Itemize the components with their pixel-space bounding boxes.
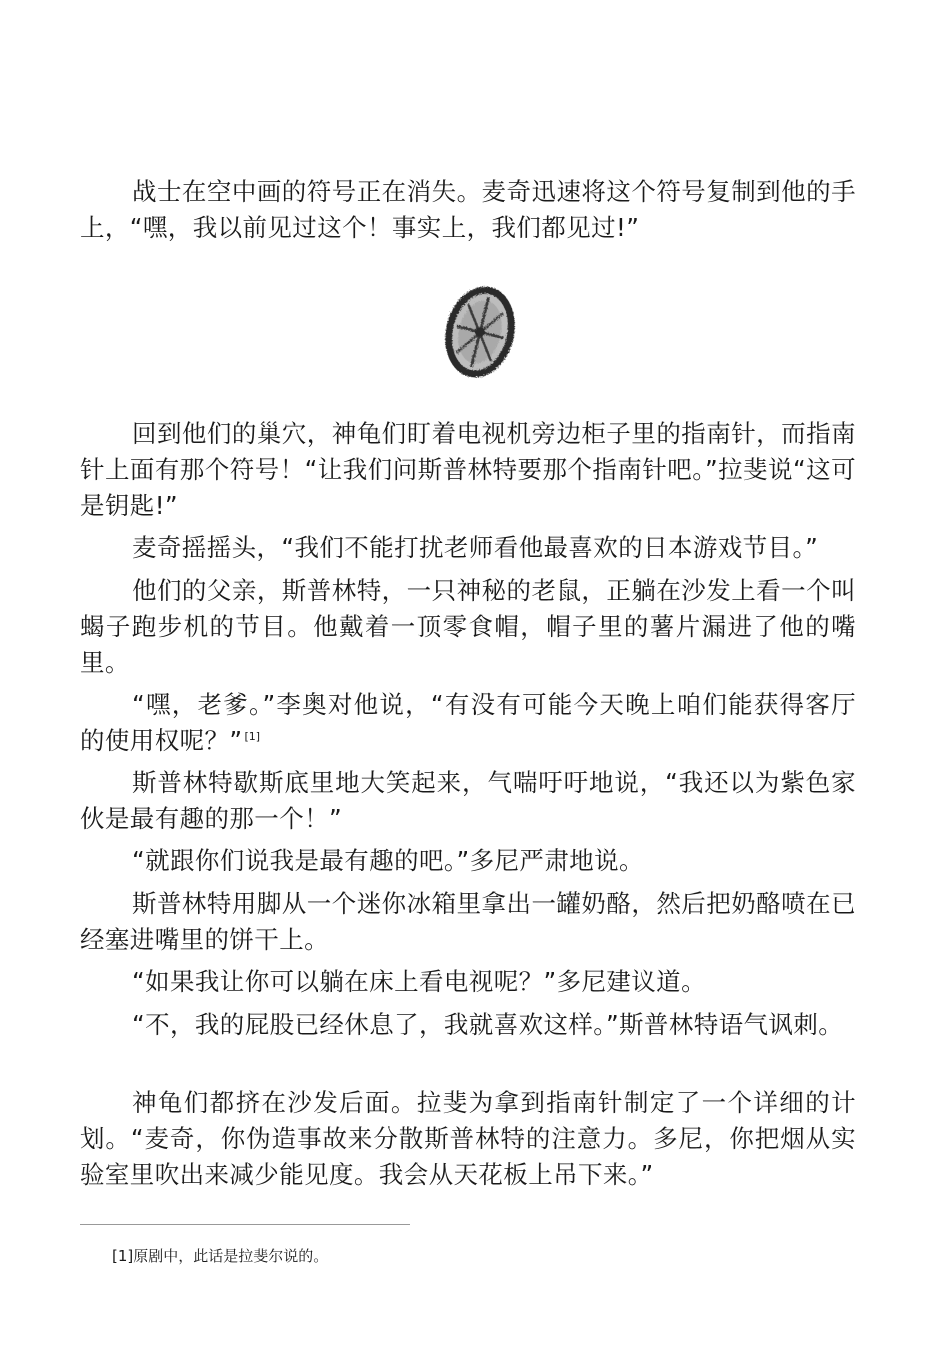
paragraph-9: “如果我让你可以躺在床上看电视呢？”多尼建议道。 <box>132 967 706 996</box>
compass-symbol-icon <box>432 276 528 388</box>
book-page <box>80 0 856 1372</box>
paragraph-10: “不，我的屁股已经休息了，我就喜欢这样。”斯普林特语气讽刺。 <box>132 1010 844 1039</box>
paragraph-3: 麦奇摇摇头，“我们不能打扰老师看他最喜欢的日本游戏节目。” <box>132 533 819 562</box>
footnote-reference[interactable]: [1] <box>244 729 261 743</box>
footnote-divider <box>80 1224 410 1225</box>
footnote: [1]原剧中，此话是拉斐尔说的。 <box>112 1247 329 1265</box>
paragraph-6: 斯普林特歇斯底里地大笑起来，气喘吁吁地说，“我还以为紫色家伙是最有趣的那一个！” <box>80 768 856 833</box>
paragraph-8: 斯普林特用脚从一个迷你冰箱里拿出一罐奶酪，然后把奶酪喷在已经塞进嘴里的饼干上。 <box>80 889 856 954</box>
paragraph-7: “就跟你们说我是最有趣的吧。”多尼严肃地说。 <box>132 846 644 875</box>
paragraph-4: 他们的父亲，斯普林特，一只神秘的老鼠，正躺在沙发上看一个叫蝎子跑步机的节目。他戴着一顶零食帽，帽子里的薯片漏进了他的嘴里。 <box>80 576 856 677</box>
paragraph-2: 回到他们的巢穴，神龟们盯着电视机旁边柜子里的指南针，而指南针上面有那个符号！“让我们问斯普林特要那个指南针吧。”拉斐说“这可是钥匙!” <box>80 419 856 520</box>
paragraph-1: 战士在空中画的符号正在消失。麦奇迅速将这个符号复制到他的手上，“嘿，我以前见过这个！事实上，我们都见过!” <box>80 177 856 242</box>
paragraph-5 <box>80 687 856 759</box>
paragraph-11: 神龟们都挤在沙发后面。拉斐为拿到指南针制定了一个详细的计划。“麦奇，你伪造事故来分散斯普林特的注意力。多尼，你把烟从实验室里吹出来减少能见度。我会从天花板上吊下来。” <box>80 1088 856 1189</box>
paragraph-5-text: “嘿，老爹。”李奥对他说，“有没有可能今天晚上咱们能获得客厅的使用权呢？” <box>80 690 856 755</box>
